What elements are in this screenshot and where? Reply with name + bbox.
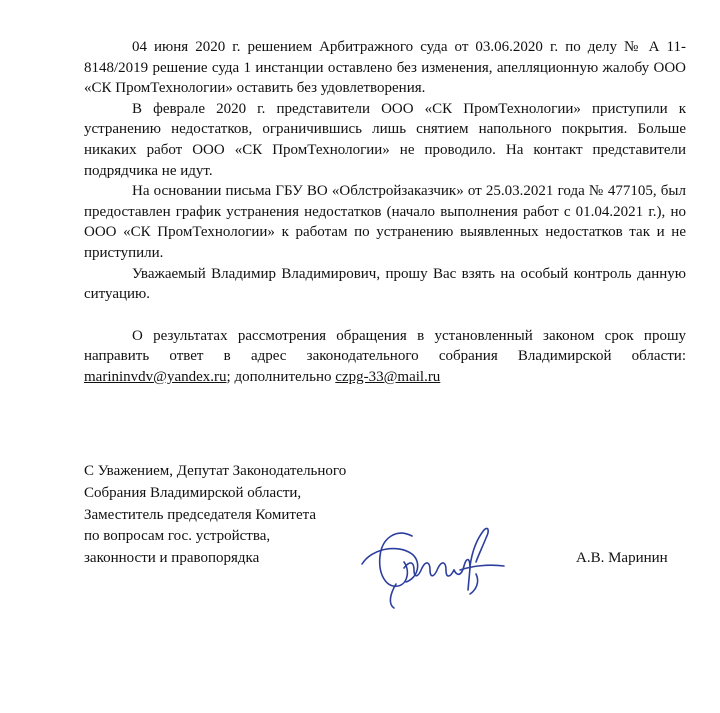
closing-line: по вопросам гос. устройства, (84, 528, 271, 545)
paragraph-february-works: В феврале 2020 г. представители ООО «СК ПромТехнологии» приступили к устранению недостатков, ограничившись лишь снятием напольного покрытия. Больше никаких работ ООО «СК ПромТехнологии» не проводило. На контакт представители подрядчика не идут. (84, 100, 686, 179)
email-link-primary[interactable]: marininvdv@yandex.ru (84, 368, 227, 385)
paragraph-court-decision: 04 июня 2020 г. решением Арбитражного суда от 03.06.2020 г. по делу № А 11-8148/2019 решение суда 1 инстанции оставлено без изменения, апелляционную жалобу ООО «СК ПромТехнологии» оставить без удовлетворения. (84, 39, 686, 97)
reply-request-separator: ; дополнительно (226, 368, 336, 385)
letter-body (84, 37, 686, 388)
closing-line: С Уважением, Депутат Законодательного (84, 463, 347, 479)
email-link-secondary[interactable]: czpg-33@mail.ru (335, 368, 441, 385)
paragraph-repair-schedule: На основании письма ГБУ ВО «Облстройзаказчик» от 25.03.2021 года № 477105, был предоставлен график устранения недостатков (начало выполнения работ с 01.04.2021 г.), но ООО «СК ПромТехнологии» к работам по устранению выявленных недостатков так и не приступили. (84, 183, 686, 261)
closing-line: Заместитель председателя Комитета (84, 506, 316, 523)
reply-request-text: О результатах рассмотрения обращения в установленный законом срок прошу направить ответ в адрес законодательного собрания Владимирской области: (84, 327, 686, 365)
signer-name: А.В. Маринин (576, 550, 668, 566)
handwritten-signature (300, 508, 550, 618)
closing-line: Собрания Владимирской области, (84, 484, 302, 501)
paragraph-reply-request (84, 326, 686, 388)
paragraph-request-control: Уважаемый Владимир Владимирович, прошу Вас взять на особый контроль данную ситуацию. (84, 265, 686, 303)
closing-line: законности и правопорядка (84, 550, 260, 567)
